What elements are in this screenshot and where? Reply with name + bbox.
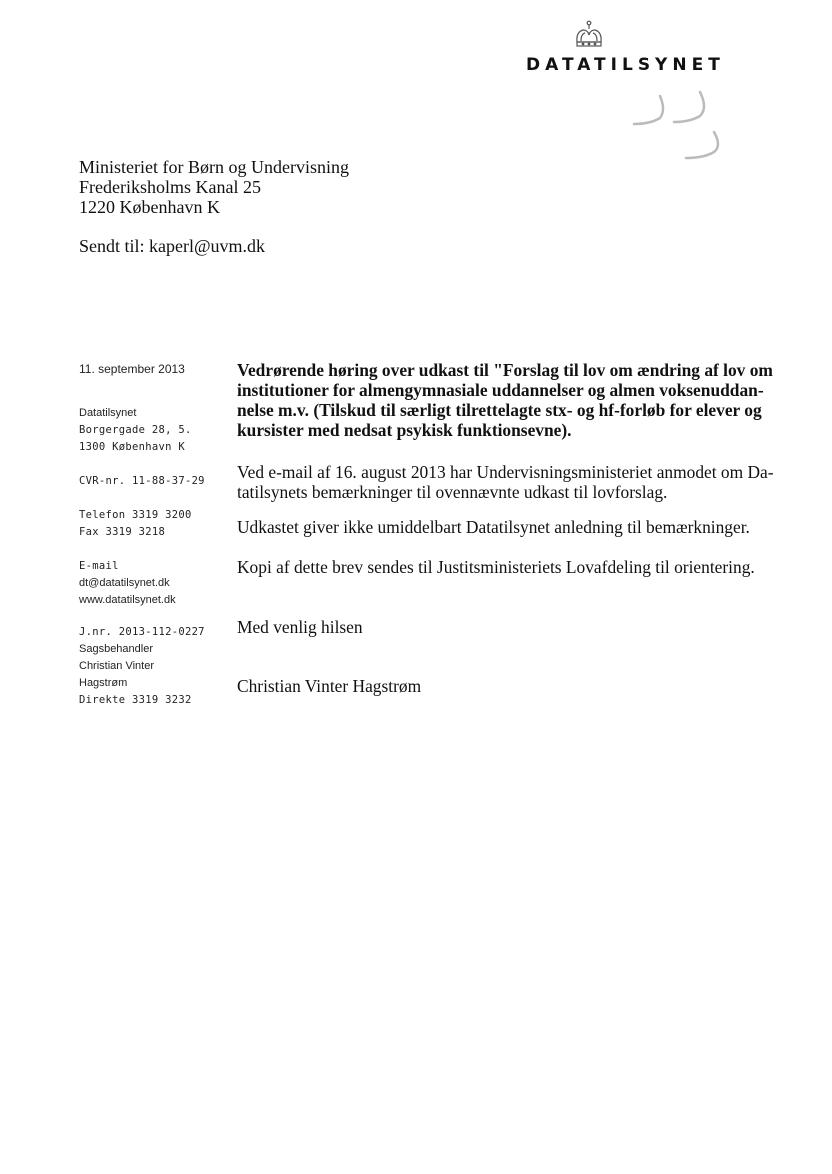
letter-subject [237, 360, 773, 440]
fax-number: Fax 3319 3218 [79, 526, 166, 538]
paragraph-request [237, 462, 774, 502]
phone-number: Telefon 3319 3200 [79, 509, 192, 521]
paragraph-line: Ved e-mail af 16. august 2013 har Undervisningsministeriet anmodet om Da- [237, 462, 774, 482]
paragraph-line: tatilsynets bemærkninger til ovennævnte udkast til lovforslag. [237, 482, 668, 502]
handwritten-marks-icon [620, 88, 735, 163]
paragraph-response: Udkastet giver ikke umiddelbart Datatilsynet anledning til bemærkninger. [237, 517, 750, 537]
subject-line: nelse m.v. (Tilskud til særligt tilrettelagte stx- og hf-forløb for elever og [237, 400, 762, 420]
subject-line: institutioner for almengymnasiale uddannelser og almen voksenuddan- [237, 380, 764, 400]
email-address: dt@datatilsynet.dk [79, 577, 170, 589]
sender-street: Borgergade 28, 5. [79, 424, 192, 436]
caseworker-name-line2: Hagstrøm [79, 677, 128, 689]
paragraph-copy-notice: Kopi af dette brev sendes til Justitsministeriets Lovafdeling til orientering. [237, 557, 755, 577]
direct-phone: Direkte 3319 3232 [79, 694, 192, 706]
recipient-email: Sendt til: kaperl@uvm.dk [79, 236, 266, 256]
caseworker-label: Sagsbehandler [79, 643, 154, 655]
journal-number: J.nr. 2013-112-0227 [79, 626, 205, 638]
subject-line: kursister med nedsat psykisk funktionsevne). [237, 420, 572, 440]
cvr-number: CVR-nr. 11-88-37-29 [79, 475, 205, 487]
crown-logo-icon [572, 20, 606, 50]
signature-name: Christian Vinter Hagstrøm [237, 676, 422, 696]
recipient-city: 1220 København K [79, 197, 220, 217]
recipient-street: Frederiksholms Kanal 25 [79, 177, 261, 197]
recipient-name: Ministeriet for Børn og Undervisning [79, 157, 349, 177]
organization-logo-text: DATATILSYNET [526, 55, 725, 75]
sender-name: Datatilsynet [79, 407, 137, 419]
website: www.datatilsynet.dk [79, 594, 176, 606]
caseworker-name-line1: Christian Vinter [79, 660, 154, 672]
letter-date: 11. september 2013 [79, 362, 185, 376]
subject-line: Vedrørende høring over udkast til "Forslag til lov om ændring af lov om [237, 360, 773, 380]
sender-city: 1300 København K [79, 441, 185, 453]
email-label: E-mail [79, 560, 119, 572]
closing-greeting: Med venlig hilsen [237, 617, 363, 637]
